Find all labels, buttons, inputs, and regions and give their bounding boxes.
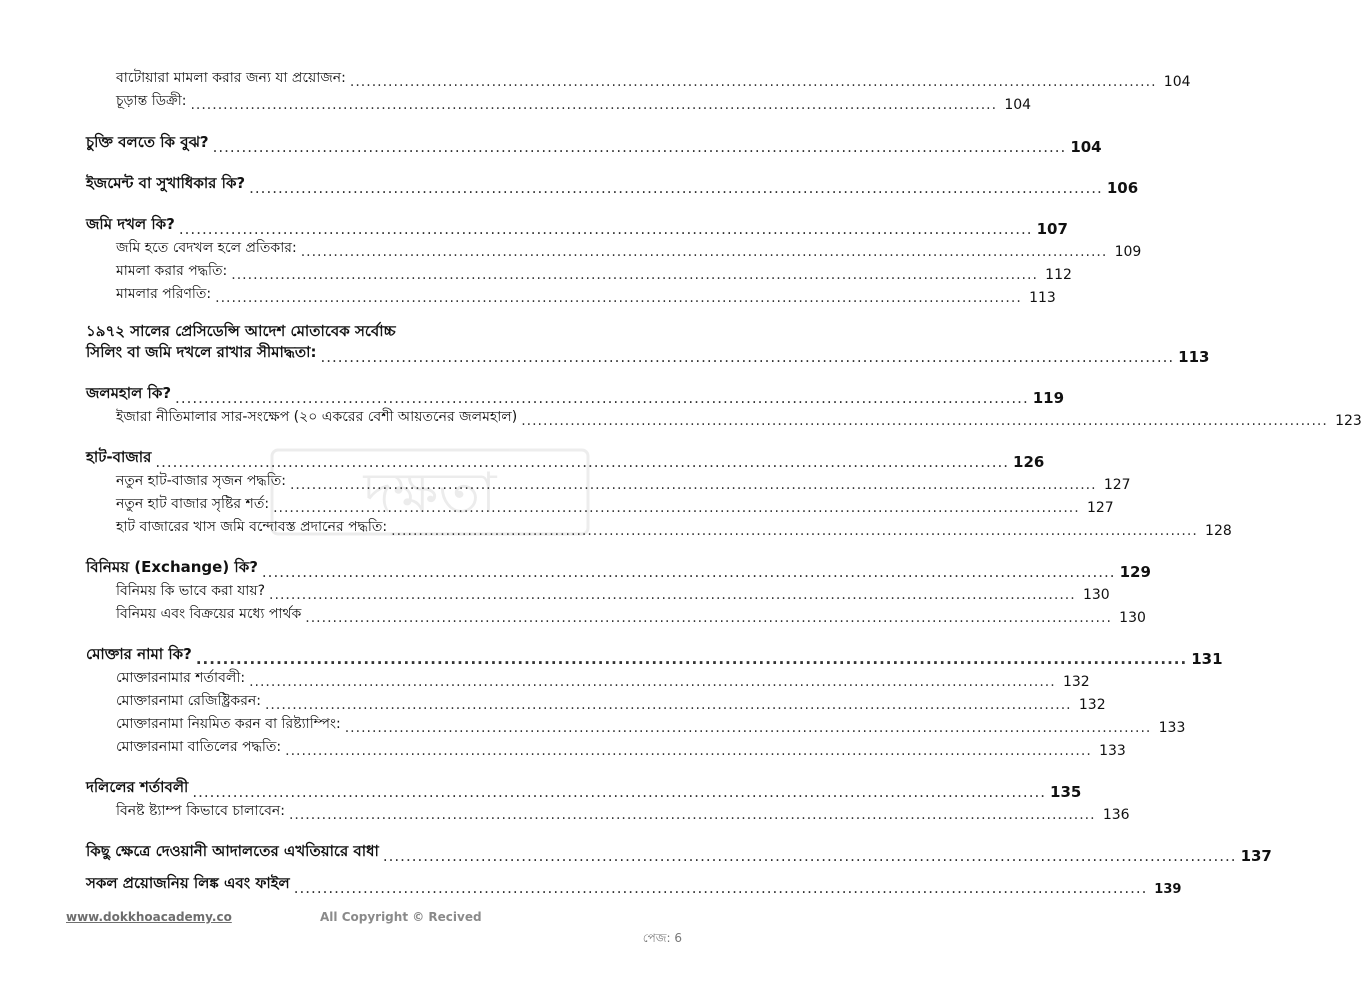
toc-entry-page: 131 — [1191, 650, 1223, 668]
toc-entry-page: 133 — [1099, 743, 1126, 759]
leader-dots: .................................................................................................................................................... — [212, 138, 1067, 156]
toc-entry-label: চূড়ান্ত ডিক্রী: — [116, 93, 187, 109]
toc-entry-page: 109 — [1114, 244, 1142, 260]
toc-entry-label: নতুন হাট বাজার সৃষ্টির শর্ত: — [116, 496, 270, 512]
toc-entry-page: 132 — [1062, 674, 1090, 690]
leader-dots: .................................................................................................................................................... — [300, 244, 1108, 260]
leader-dots: .................................................................................................................................................... — [231, 267, 1038, 283]
leader-dots: .................................................................................................................................................... — [261, 563, 1116, 581]
leader-dots: .................................................................................................................................................... — [305, 610, 1112, 626]
leader-dots: .................................................................................................................................................... — [391, 523, 1198, 539]
toc-entry-page: 130 — [1082, 587, 1110, 603]
website-link[interactable]: www.dokkhoacademy.co — [66, 910, 232, 924]
toc-entry-label: মামলা করার পদ্ধতি: — [116, 263, 228, 279]
toc-entry-label: দলিলের শর্তাবলী — [86, 778, 189, 796]
toc-entry-label: মোক্তারনামা বাতিলের পদ্ধতি: — [116, 739, 282, 755]
watermark-text: দক্ষতা — [363, 461, 497, 526]
toc-entry-page: 113 — [1178, 348, 1210, 366]
toc-entry-label: বিনিময় এবং বিক্রয়ের মধ্যে পার্থক — [116, 606, 302, 622]
toc-entry-label: ইজারা নীতিমালার সার-সংক্ষেপ (২০ একরের বেশী আয়তনের জলমহাল) — [116, 409, 518, 425]
toc-entry-page: 104 — [1070, 138, 1102, 156]
copyright-notice: All Copyright © Recived — [320, 910, 482, 924]
leader-dots: .................................................................................................................................................... — [264, 697, 1072, 713]
toc-entry-label: ইজমেন্ট বা সুখাধিকার কি? — [86, 174, 246, 192]
toc-entry-label: হাট-বাজার — [86, 448, 152, 466]
leader-dots: .................................................................................................................................................... — [293, 879, 1148, 897]
toc-entry-label: জলমহাল কি? — [86, 384, 172, 402]
leader-dots: .................................................................................................................................................... — [521, 413, 1328, 429]
leader-dots: .................................................................................................................................................... — [269, 587, 1076, 603]
toc-entry-label: বিনিময় কি ভাবে করা যায়? — [116, 583, 266, 599]
leader-dots: .................................................................................................................................................... — [289, 477, 1097, 493]
leader-dots: .................................................................................................................................................... — [155, 453, 1010, 471]
toc-entry-label: জমি দখল কি? — [86, 215, 175, 233]
toc-entry-label: বিনিময় (Exchange) কি? — [86, 558, 258, 576]
toc-entry-page: 130 — [1119, 610, 1146, 626]
leader-dots: .................................................................................................................................................... — [195, 650, 1188, 668]
leader-dots: .................................................................................................................................................... — [178, 220, 1033, 238]
leader-dots: .................................................................................................................................................... — [273, 500, 1080, 516]
toc-entry-page: 104 — [1004, 97, 1032, 113]
toc-entry-page: 126 — [1013, 453, 1045, 471]
leader-dots: .................................................................................................................................................... — [382, 847, 1237, 865]
toc-entry-label: সকল প্রয়োজনিয় লিঙ্ক এবং ফাইল — [86, 874, 290, 892]
toc-entry-label: মামলার পরিণতি: — [116, 286, 212, 302]
toc-entry-page: 127 — [1086, 500, 1114, 516]
leader-dots: .................................................................................................................................................... — [175, 389, 1029, 407]
leader-dots: .................................................................................................................................................... — [249, 179, 1103, 197]
toc-entry-page: 113 — [1029, 290, 1056, 306]
toc-entry-label: মোক্তারনামা নিয়মিত করন বা রিষ্ট্যাম্পিং: — [116, 716, 341, 732]
toc-entry-label: হাট বাজারের খাস জমি বন্দোবস্ত প্রদানের পদ্ধতি: — [116, 519, 388, 535]
toc-entry-page: 133 — [1158, 720, 1186, 736]
page-number: পেজ: 6 — [642, 931, 682, 945]
toc-entry-page: 137 — [1240, 847, 1272, 865]
toc-entry-label-line1: ১৯৭২ সালের প্রেসিডেন্সি আদেশ মোতাবেক সর্বোচ্চ — [86, 322, 396, 340]
leader-dots: .................................................................................................................................................... — [190, 97, 998, 113]
toc-entry-label: মোক্তারনামা রেজিষ্ট্রিকরন: — [116, 693, 261, 709]
toc-entry-page: 139 — [1154, 882, 1182, 897]
toc-entry-label: মোক্তারনামার শর্তাবলী: — [116, 670, 246, 686]
toc-entry-page: 112 — [1045, 267, 1072, 283]
toc-entry-label: বাটোয়ারা মামলা করার জন্য যা প্রয়োজন: — [116, 70, 346, 86]
toc-entry-label: জমি হতে বেদখল হলে প্রতিকার: — [116, 240, 297, 256]
leader-dots: .................................................................................................................................................... — [320, 348, 1175, 366]
leader-dots: .................................................................................................................................................... — [288, 807, 1096, 823]
toc-entry-page: 136 — [1102, 807, 1130, 823]
leader-dots: .................................................................................................................................................... — [249, 674, 1056, 690]
toc-entry-label: কিছু ক্ষেত্রে দেওয়ানী আদালতের এখতিয়ারে বাধা — [86, 842, 379, 860]
leader-dots: .................................................................................................................................................... — [285, 743, 1092, 759]
toc-entry-page: 107 — [1036, 220, 1068, 238]
toc-entry-page: 104 — [1163, 74, 1191, 90]
toc-entry-label: নতুন হাট-বাজার সৃজন পদ্ধতি: — [116, 473, 286, 489]
toc-entry-page: 129 — [1119, 563, 1151, 581]
toc-entry-page: 132 — [1078, 697, 1106, 713]
toc-entry-label: চুক্তি বলতে কি বুঝ? — [86, 133, 209, 151]
toc-entry-page: 135 — [1050, 783, 1082, 801]
toc-entry-page: 119 — [1032, 389, 1065, 407]
toc-entry-label: বিনষ্ট ষ্ট্যাম্প কিভাবে চালাবেন: — [116, 803, 285, 819]
toc-entry-page: 123 — [1335, 413, 1362, 429]
leader-dots: .................................................................................................................................................... — [349, 74, 1157, 90]
toc-entry-label: মোক্তার নামা কি? — [86, 645, 192, 663]
toc-entry-label: সিলিং বা জমি দখলে রাখার সীমাদ্ধতা: — [86, 343, 317, 361]
leader-dots: .................................................................................................................................................... — [344, 720, 1152, 736]
toc-entry-page: 127 — [1103, 477, 1131, 493]
leader-dots: .................................................................................................................................................... — [192, 783, 1047, 801]
leader-dots: .................................................................................................................................................... — [215, 290, 1022, 306]
toc-entry-page: 128 — [1205, 523, 1232, 539]
toc-entry-page: 106 — [1106, 179, 1139, 197]
